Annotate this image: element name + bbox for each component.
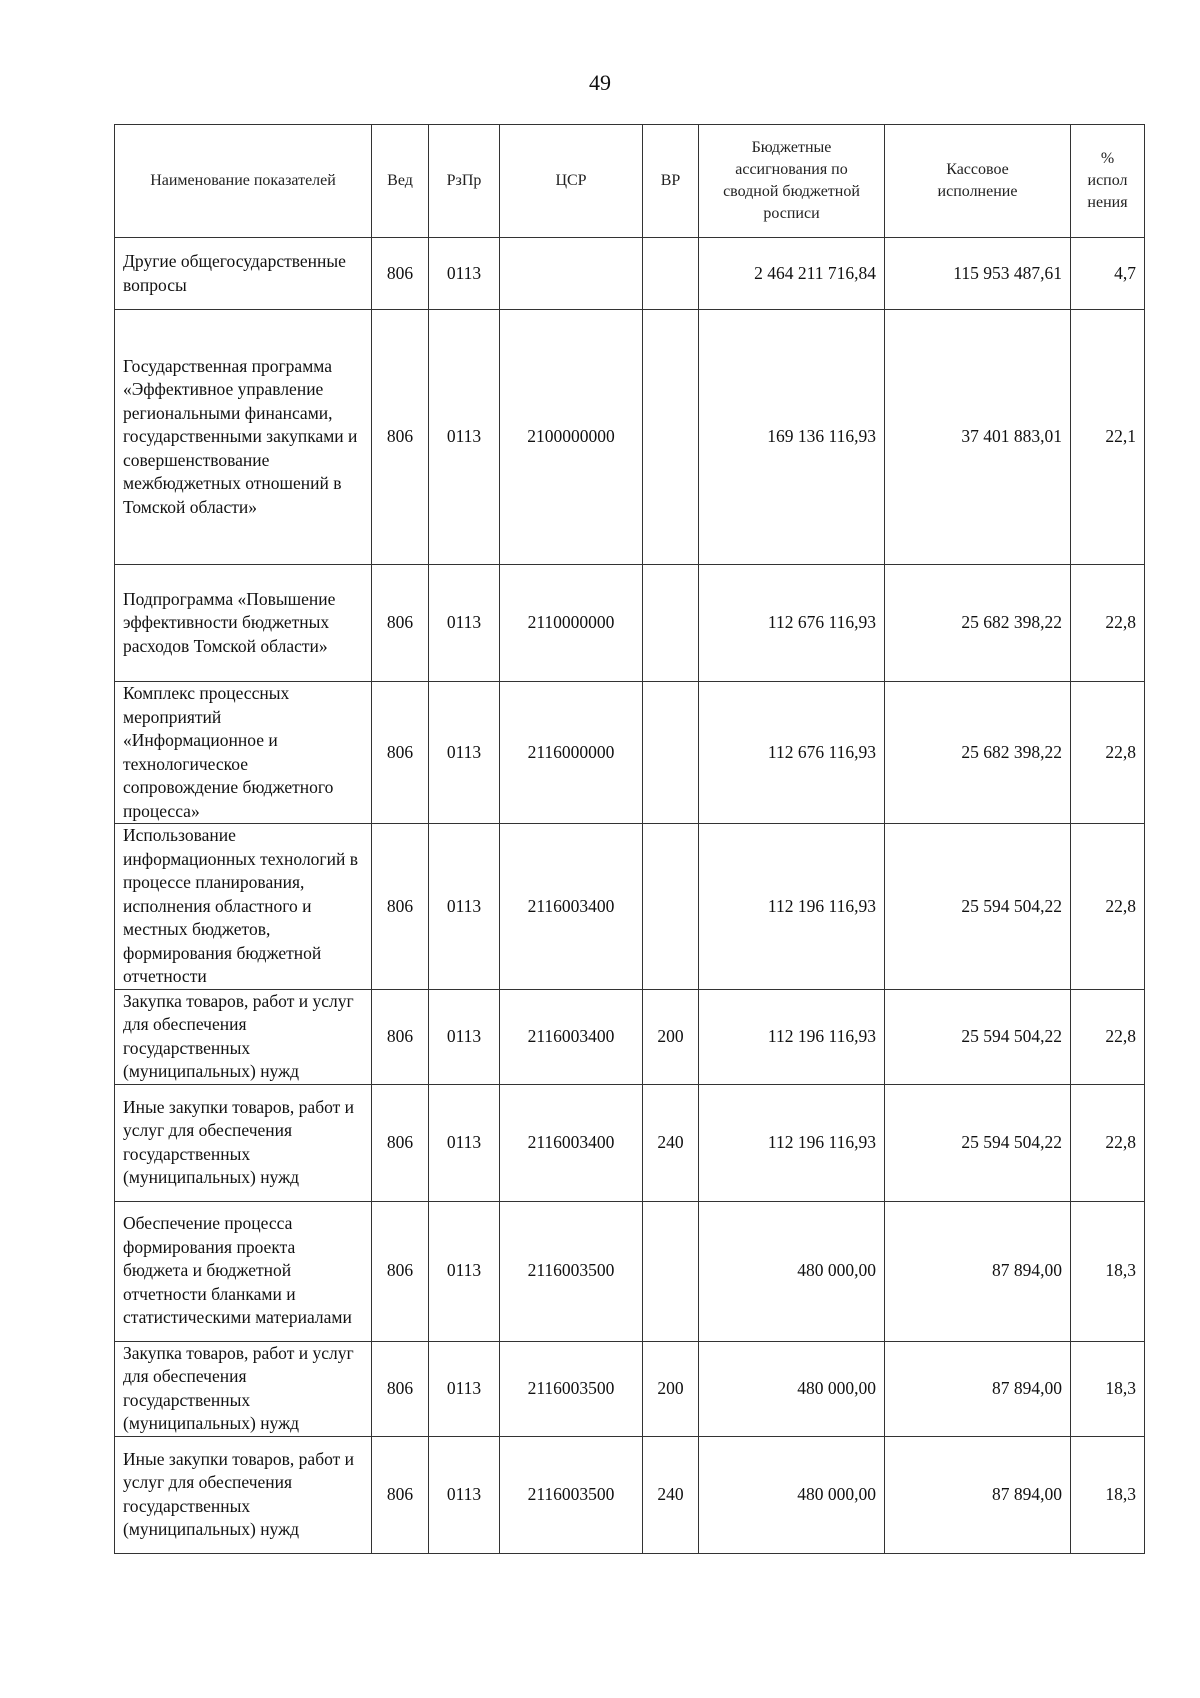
cell-csr xyxy=(500,238,643,310)
cell-pct: 22,1 xyxy=(1071,310,1145,565)
cell-ved: 806 xyxy=(372,238,429,310)
cell-rzpr: 0113 xyxy=(429,1084,500,1201)
header-name: Наименование показателей xyxy=(115,125,372,238)
table-row xyxy=(115,1341,1145,1436)
cell-budget: 480 000,00 xyxy=(699,1436,885,1553)
cell-vr xyxy=(643,310,699,565)
cell-ved: 806 xyxy=(372,565,429,682)
table-row xyxy=(115,1201,1145,1341)
cell-cash: 87 894,00 xyxy=(885,1436,1071,1553)
cell-cash: 37 401 883,01 xyxy=(885,310,1071,565)
table-row xyxy=(115,238,1145,310)
cell-budget: 480 000,00 xyxy=(699,1201,885,1341)
table-row xyxy=(115,824,1145,990)
cell-csr: 2116003500 xyxy=(500,1341,643,1436)
cell-ved: 806 xyxy=(372,682,429,824)
header-ved: Вед xyxy=(372,125,429,238)
cell-csr: 2116003400 xyxy=(500,989,643,1084)
cell-csr: 2116003400 xyxy=(500,824,643,990)
table-row xyxy=(115,565,1145,682)
cell-ved: 806 xyxy=(372,1201,429,1341)
cell-csr: 2116003500 xyxy=(500,1436,643,1553)
header-csr: ЦСР xyxy=(500,125,643,238)
cell-name: Обеспечение процесса формирования проекта бюджета и бюджетной отчетности бланками и статистическими материалами xyxy=(115,1201,372,1341)
cell-budget: 112 676 116,93 xyxy=(699,682,885,824)
cell-csr: 2116003400 xyxy=(500,1084,643,1201)
table-body xyxy=(115,238,1145,1554)
cell-pct: 22,8 xyxy=(1071,824,1145,990)
cell-ved: 806 xyxy=(372,824,429,990)
header-budget: Бюджетные ассигнования по сводной бюджетной росписи xyxy=(699,125,885,238)
header-rzpr: РзПр xyxy=(429,125,500,238)
cell-ved: 806 xyxy=(372,989,429,1084)
cell-vr: 200 xyxy=(643,1341,699,1436)
cell-rzpr: 0113 xyxy=(429,682,500,824)
cell-name: Комплекс процессных мероприятий «Информационное и технологическое сопровождение бюджетного процесса» xyxy=(115,682,372,824)
cell-name: Государственная программа «Эффективное управление региональными финансами, государственными закупками и совершенствование межбюджетных отношений в Томской области» xyxy=(115,310,372,565)
cell-rzpr: 0113 xyxy=(429,1201,500,1341)
cell-pct: 22,8 xyxy=(1071,989,1145,1084)
cell-csr: 2116000000 xyxy=(500,682,643,824)
cell-pct: 22,8 xyxy=(1071,682,1145,824)
cell-budget: 112 196 116,93 xyxy=(699,824,885,990)
cell-budget: 169 136 116,93 xyxy=(699,310,885,565)
header-row xyxy=(115,125,1145,238)
cell-cash: 25 682 398,22 xyxy=(885,565,1071,682)
cell-name: Другие общегосударственные вопросы xyxy=(115,238,372,310)
cell-vr xyxy=(643,565,699,682)
cell-budget: 112 196 116,93 xyxy=(699,1084,885,1201)
cell-csr: 2100000000 xyxy=(500,310,643,565)
table-row xyxy=(115,1084,1145,1201)
cell-name: Иные закупки товаров, работ и услуг для обеспечения государственных (муниципальных) нужд xyxy=(115,1084,372,1201)
cell-rzpr: 0113 xyxy=(429,989,500,1084)
cell-vr: 240 xyxy=(643,1436,699,1553)
cell-cash: 25 594 504,22 xyxy=(885,1084,1071,1201)
cell-ved: 806 xyxy=(372,1084,429,1201)
cell-pct: 18,3 xyxy=(1071,1341,1145,1436)
cell-pct: 18,3 xyxy=(1071,1436,1145,1553)
cell-ved: 806 xyxy=(372,1341,429,1436)
cell-rzpr: 0113 xyxy=(429,824,500,990)
cell-rzpr: 0113 xyxy=(429,565,500,682)
cell-budget: 112 196 116,93 xyxy=(699,989,885,1084)
table-row xyxy=(115,1436,1145,1553)
cell-rzpr: 0113 xyxy=(429,1341,500,1436)
cell-cash: 25 594 504,22 xyxy=(885,824,1071,990)
cell-vr xyxy=(643,1201,699,1341)
cell-name: Закупка товаров, работ и услуг для обеспечения государственных (муниципальных) нужд xyxy=(115,1341,372,1436)
cell-rzpr: 0113 xyxy=(429,310,500,565)
cell-rzpr: 0113 xyxy=(429,238,500,310)
cell-name: Использование информационных технологий в процессе планирования, исполнения областного и местных бюджетов, формирования бюджетной отчетности xyxy=(115,824,372,990)
cell-name: Подпрограмма «Повышение эффективности бюджетных расходов Томской области» xyxy=(115,565,372,682)
page-number: 49 xyxy=(589,70,611,95)
cell-ved: 806 xyxy=(372,310,429,565)
cell-csr: 2110000000 xyxy=(500,565,643,682)
cell-name: Иные закупки товаров, работ и услуг для обеспечения государственных (муниципальных) нужд xyxy=(115,1436,372,1553)
cell-ved: 806 xyxy=(372,1436,429,1553)
cell-pct: 22,8 xyxy=(1071,1084,1145,1201)
table-row xyxy=(115,682,1145,824)
table-row xyxy=(115,310,1145,565)
cell-csr: 2116003500 xyxy=(500,1201,643,1341)
cell-vr xyxy=(643,824,699,990)
cell-cash: 115 953 487,61 xyxy=(885,238,1071,310)
cell-vr: 240 xyxy=(643,1084,699,1201)
table-header xyxy=(115,125,1145,238)
cell-vr xyxy=(643,238,699,310)
table-row xyxy=(115,989,1145,1084)
budget-execution-table xyxy=(114,124,1145,1554)
cell-name: Закупка товаров, работ и услуг для обеспечения государственных (муниципальных) нужд xyxy=(115,989,372,1084)
cell-pct: 4,7 xyxy=(1071,238,1145,310)
cell-rzpr: 0113 xyxy=(429,1436,500,1553)
cell-pct: 22,8 xyxy=(1071,565,1145,682)
cell-cash: 25 682 398,22 xyxy=(885,682,1071,824)
cell-cash: 87 894,00 xyxy=(885,1201,1071,1341)
cell-budget: 2 464 211 716,84 xyxy=(699,238,885,310)
cell-pct: 18,3 xyxy=(1071,1201,1145,1341)
header-cash: Кассовое исполнение xyxy=(885,125,1071,238)
cell-cash: 87 894,00 xyxy=(885,1341,1071,1436)
cell-vr xyxy=(643,682,699,824)
cell-cash: 25 594 504,22 xyxy=(885,989,1071,1084)
cell-budget: 112 676 116,93 xyxy=(699,565,885,682)
header-pct: % испол нения xyxy=(1071,125,1145,238)
cell-vr: 200 xyxy=(643,989,699,1084)
header-vr: ВР xyxy=(643,125,699,238)
cell-budget: 480 000,00 xyxy=(699,1341,885,1436)
